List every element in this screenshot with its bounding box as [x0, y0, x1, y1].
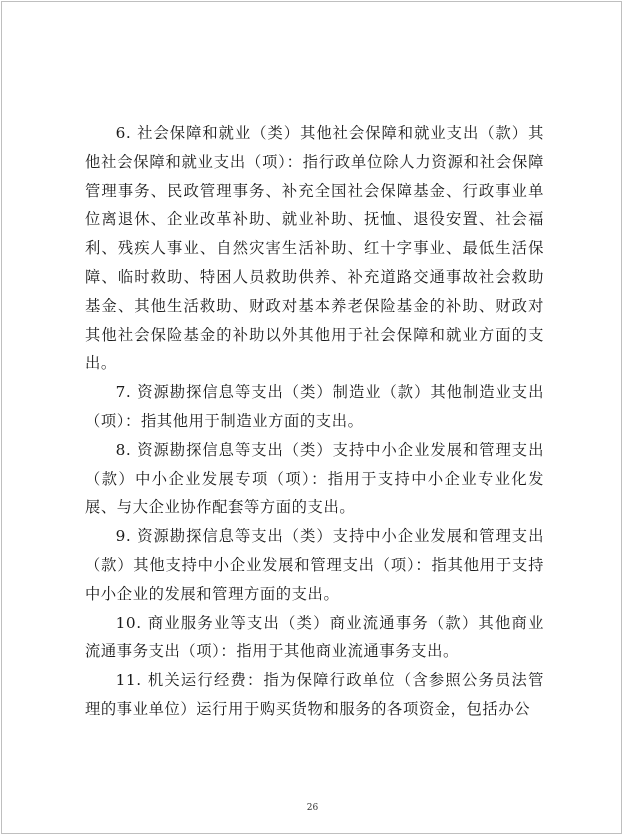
paragraph-9: 9. 资源勘探信息等支出（类）支持中小企业发展和管理支出（款）其他支持中小企业发展和管理支出（项）：指其他用于支持中小企业的发展和管理方面的支出。 — [85, 527, 544, 603]
paragraph-6: 6. 社会保障和就业（类）其他社会保障和就业支出（款）其他社会保障和就业支出（项）：指行政单位除人力资源和社会保障管理事务、民政管理事务、补充全国社会保障基金、行政事业单位离退休、企业改革补助、就业补助、抚恤、退役安置、社会福利、残疾人事业、自然灾害生活补助、红十字事业、最低生活保障、临时救助、特困人员救助供养、补充道路交通事故社会救助基金、其他生活救助、财政对基本养老保险基金的补助、财政对其他社会保险基金的补助以外其他用于社会保障和就业方面的支出。 — [85, 124, 544, 373]
paragraph-11: 11. 机关运行经费：指为保障行政单位（含参照公务员法管理的事业单位）运行用于购买货物和服务的各项资金，包括办公 — [85, 671, 544, 718]
paragraph-10: 10. 商业服务业等支出（类）商业流通事务（款）其他商业流通事务支出（项）：指用于其他商业流通事务支出。 — [85, 613, 544, 661]
document-body — [85, 119, 544, 724]
page-number: 26 — [306, 803, 319, 813]
paragraph-7: 7. 资源勘探信息等支出（类）制造业（款）其他制造业支出（项）：指其他用于制造业方面的支出。 — [85, 383, 544, 430]
paragraph-8: 8. 资源勘探信息等支出（类）支持中小企业发展和管理支出（款）中小企业发展专项（项）：指用于支持中小企业专业化发展、与大企业协作配套等方面的支出。 — [85, 440, 544, 517]
